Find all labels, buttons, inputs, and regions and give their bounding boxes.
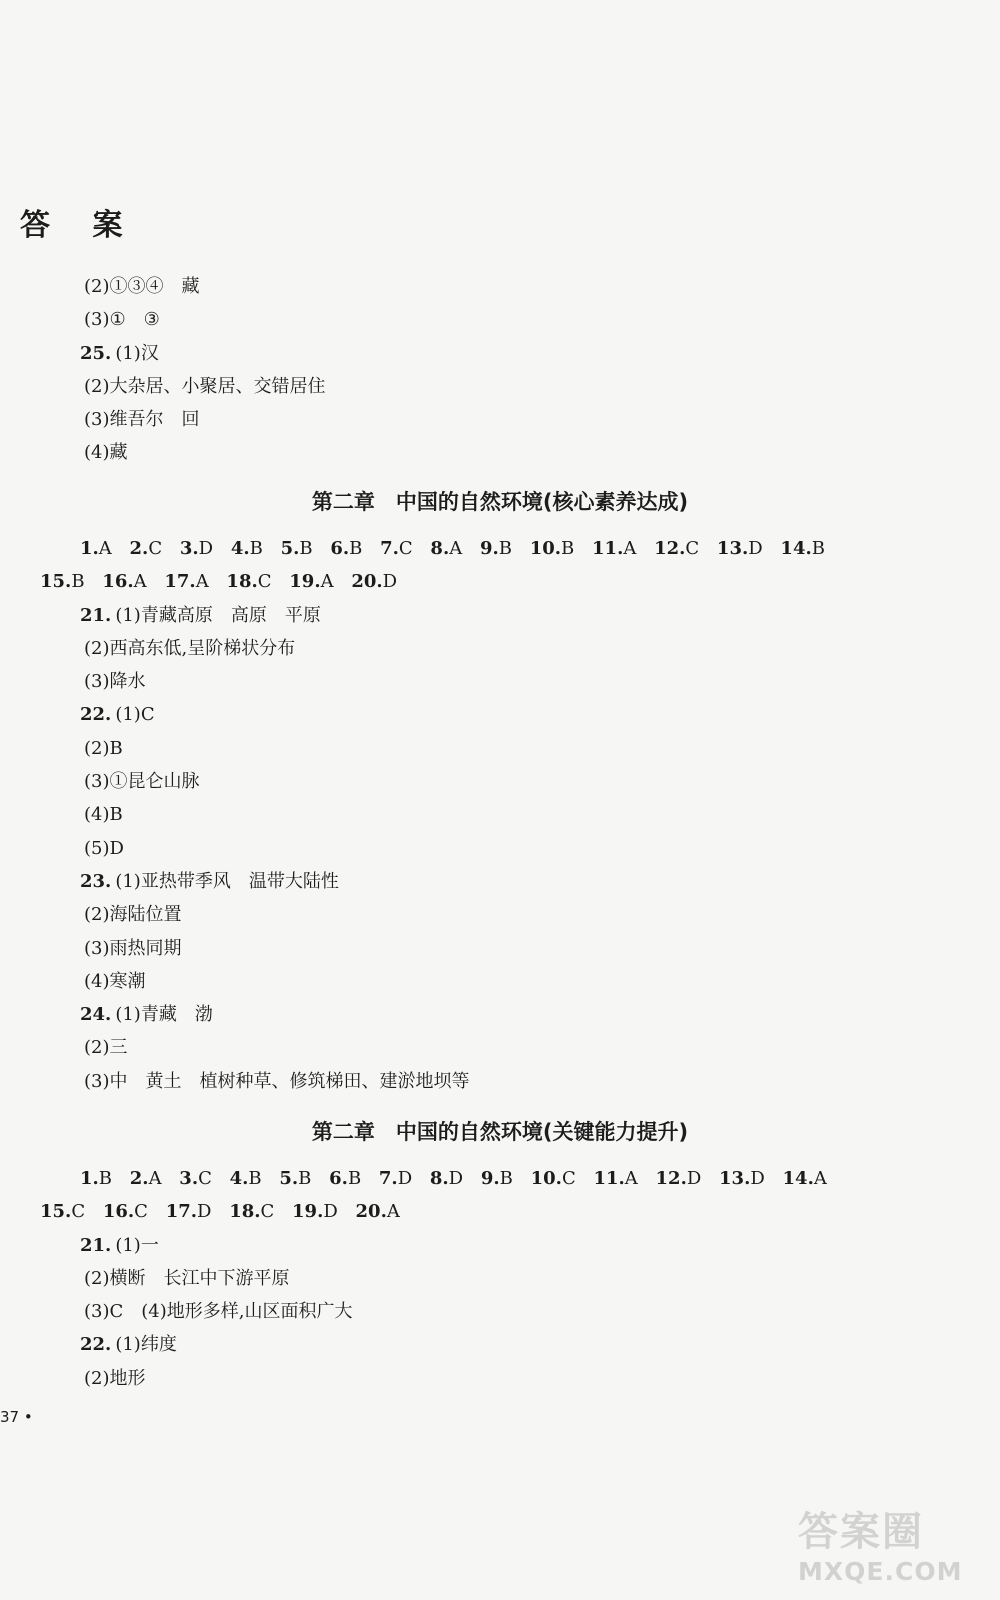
answer-text: (4)B — [84, 804, 123, 826]
mc-answer: 7.C — [380, 538, 413, 559]
question-number: 22. — [80, 704, 112, 726]
answer-text: (2)西高东低,呈阶梯状分布 — [84, 637, 296, 659]
answer-text: (4)藏 — [84, 442, 128, 464]
answer-text: (3)①昆仑山脉 — [84, 771, 200, 793]
mc-answer: 18.C — [226, 571, 272, 593]
answer-text: (1)青藏高原 高原 平原 — [115, 604, 321, 626]
mc-row — [40, 565, 960, 598]
watermark-domain: MXQE.COM — [798, 1557, 963, 1586]
answer-text: (3)维吾尔 回 — [84, 409, 200, 431]
mc-answer: 1.A — [80, 538, 112, 559]
answer-text: (2)B — [84, 737, 123, 759]
answer-line — [80, 765, 960, 798]
mc-answer: 14.B — [780, 538, 825, 559]
mc-answer: 8.D — [429, 1168, 464, 1189]
answer-line — [80, 1295, 960, 1328]
answer-text: (5)D — [84, 837, 124, 859]
mc-row — [80, 532, 960, 565]
answer-line — [80, 370, 960, 403]
mc-answer: 16.C — [102, 1201, 148, 1223]
answer-text: (4)寒潮 — [84, 970, 146, 992]
mc-answer: 7.D — [378, 1168, 413, 1189]
mc-answer: 3.C — [179, 1168, 212, 1189]
mc-answer: 20.D — [351, 571, 398, 593]
mc-answer: 17.D — [165, 1201, 212, 1223]
mc-answer: 13.D — [716, 538, 763, 559]
question-number: 24. — [80, 1004, 112, 1026]
section-heading-core: 第二章 中国的自然环境(核心素养达成) — [311, 490, 689, 514]
page-title: 答 案 — [20, 208, 139, 243]
answer-line — [80, 1065, 960, 1098]
question-number: 21. — [80, 604, 112, 626]
question-number: 21. — [80, 1234, 112, 1256]
answer-line — [80, 965, 960, 998]
answer-line — [80, 1031, 960, 1064]
answer-text: (2)海陆位置 — [84, 904, 182, 926]
answer-text: (3)C (4)地形多样,山区面积广大 — [84, 1301, 353, 1323]
answer-line — [80, 270, 960, 303]
answer-line — [80, 1262, 960, 1295]
mc-row — [80, 1162, 960, 1195]
mc-answer: 8.A — [430, 538, 463, 559]
answer-line — [80, 932, 960, 965]
answer-text: (2)三 — [84, 1037, 128, 1059]
answer-text: (3)雨热同期 — [84, 937, 182, 959]
answer-line — [80, 1328, 960, 1361]
answer-line — [80, 698, 960, 731]
answer-text: (1)亚热带季风 温带大陆性 — [115, 870, 339, 892]
question-number: 25. — [80, 342, 112, 364]
mc-answer: 1.B — [80, 1168, 113, 1189]
mc-answer: 13.D — [719, 1168, 765, 1189]
answer-text: (3)降水 — [84, 671, 146, 693]
mc-answer: 4.B — [229, 1168, 262, 1189]
answer-line — [80, 436, 960, 469]
mc-answer: 11.A — [593, 1168, 638, 1189]
mc-answer: 18.C — [229, 1201, 275, 1223]
section-heading-ability: 第二章 中国的自然环境(关键能力提升) — [311, 1120, 689, 1144]
mc-answer: 20.A — [355, 1201, 400, 1223]
answer-line — [80, 898, 960, 931]
mc-answer: 6.B — [329, 1168, 362, 1189]
mc-answer: 5.B — [279, 1168, 312, 1189]
prev-answers — [80, 270, 960, 470]
mc-answer: 12.C — [654, 538, 700, 559]
mc-answer: 16.A — [102, 571, 147, 593]
mc-answer: 12.D — [655, 1168, 702, 1189]
answer-line — [80, 865, 960, 898]
answer-text: (2)大杂居、小聚居、交错居住 — [84, 375, 326, 397]
question-number: 23. — [80, 870, 112, 892]
answer-line — [80, 665, 960, 698]
section1-answers — [40, 532, 960, 1098]
mc-answer: 19.D — [292, 1201, 338, 1223]
mc-answer: 10.B — [529, 538, 575, 559]
answer-text: (3)① ③ — [84, 309, 160, 331]
mc-answer: 10.C — [530, 1168, 576, 1189]
answer-text: (2)地形 — [84, 1367, 146, 1389]
mc-answer: 15.B — [40, 571, 85, 593]
mc-answer: 2.A — [129, 1168, 162, 1189]
mc-answer: 14.A — [782, 1168, 827, 1189]
mc-answer: 19.A — [289, 571, 334, 593]
answer-line — [80, 1229, 960, 1262]
answer-line — [80, 337, 960, 370]
answer-line — [80, 832, 960, 865]
mc-answer: 4.B — [230, 538, 263, 559]
answer-text: (2)①③④ 藏 — [84, 276, 200, 297]
answer-line — [80, 998, 960, 1031]
answer-line — [80, 599, 960, 632]
answer-text: (3)中 黄土 植树种草、修筑梯田、建淤地坝等 — [84, 1070, 470, 1092]
answer-line — [80, 632, 960, 665]
answer-text: (1)一 — [115, 1234, 159, 1256]
answer-line — [80, 1362, 960, 1395]
watermark-mark: 答案圈 — [798, 1509, 924, 1555]
answer-text: (1)汉 — [115, 342, 159, 364]
answer-line — [80, 732, 960, 765]
mc-answer: 9.B — [479, 538, 512, 559]
mc-answer: 3.D — [179, 538, 214, 559]
mc-answer: 2.C — [129, 538, 163, 559]
mc-answer: 9.B — [480, 1168, 513, 1189]
question-number: 22. — [80, 1334, 112, 1356]
answer-line — [80, 303, 960, 336]
answer-text: (1)纬度 — [115, 1334, 177, 1356]
mc-answer: 15.C — [40, 1201, 86, 1223]
mc-answer: 11.A — [592, 538, 637, 559]
answer-text: (2)横断 长江中下游平原 — [84, 1267, 290, 1289]
answer-line — [80, 403, 960, 436]
answer-text: (1)青藏 渤 — [115, 1004, 213, 1026]
mc-row — [40, 1195, 960, 1228]
mc-answer: 5.B — [280, 538, 313, 559]
answer-line — [80, 798, 960, 831]
page-number: 37 • — [0, 1408, 33, 1426]
section2-answers — [40, 1162, 960, 1395]
mc-answer: 6.B — [330, 538, 363, 559]
answer-text: (1)C — [115, 704, 155, 726]
watermark-logo — [798, 1500, 978, 1590]
mc-answer: 17.A — [164, 571, 209, 593]
